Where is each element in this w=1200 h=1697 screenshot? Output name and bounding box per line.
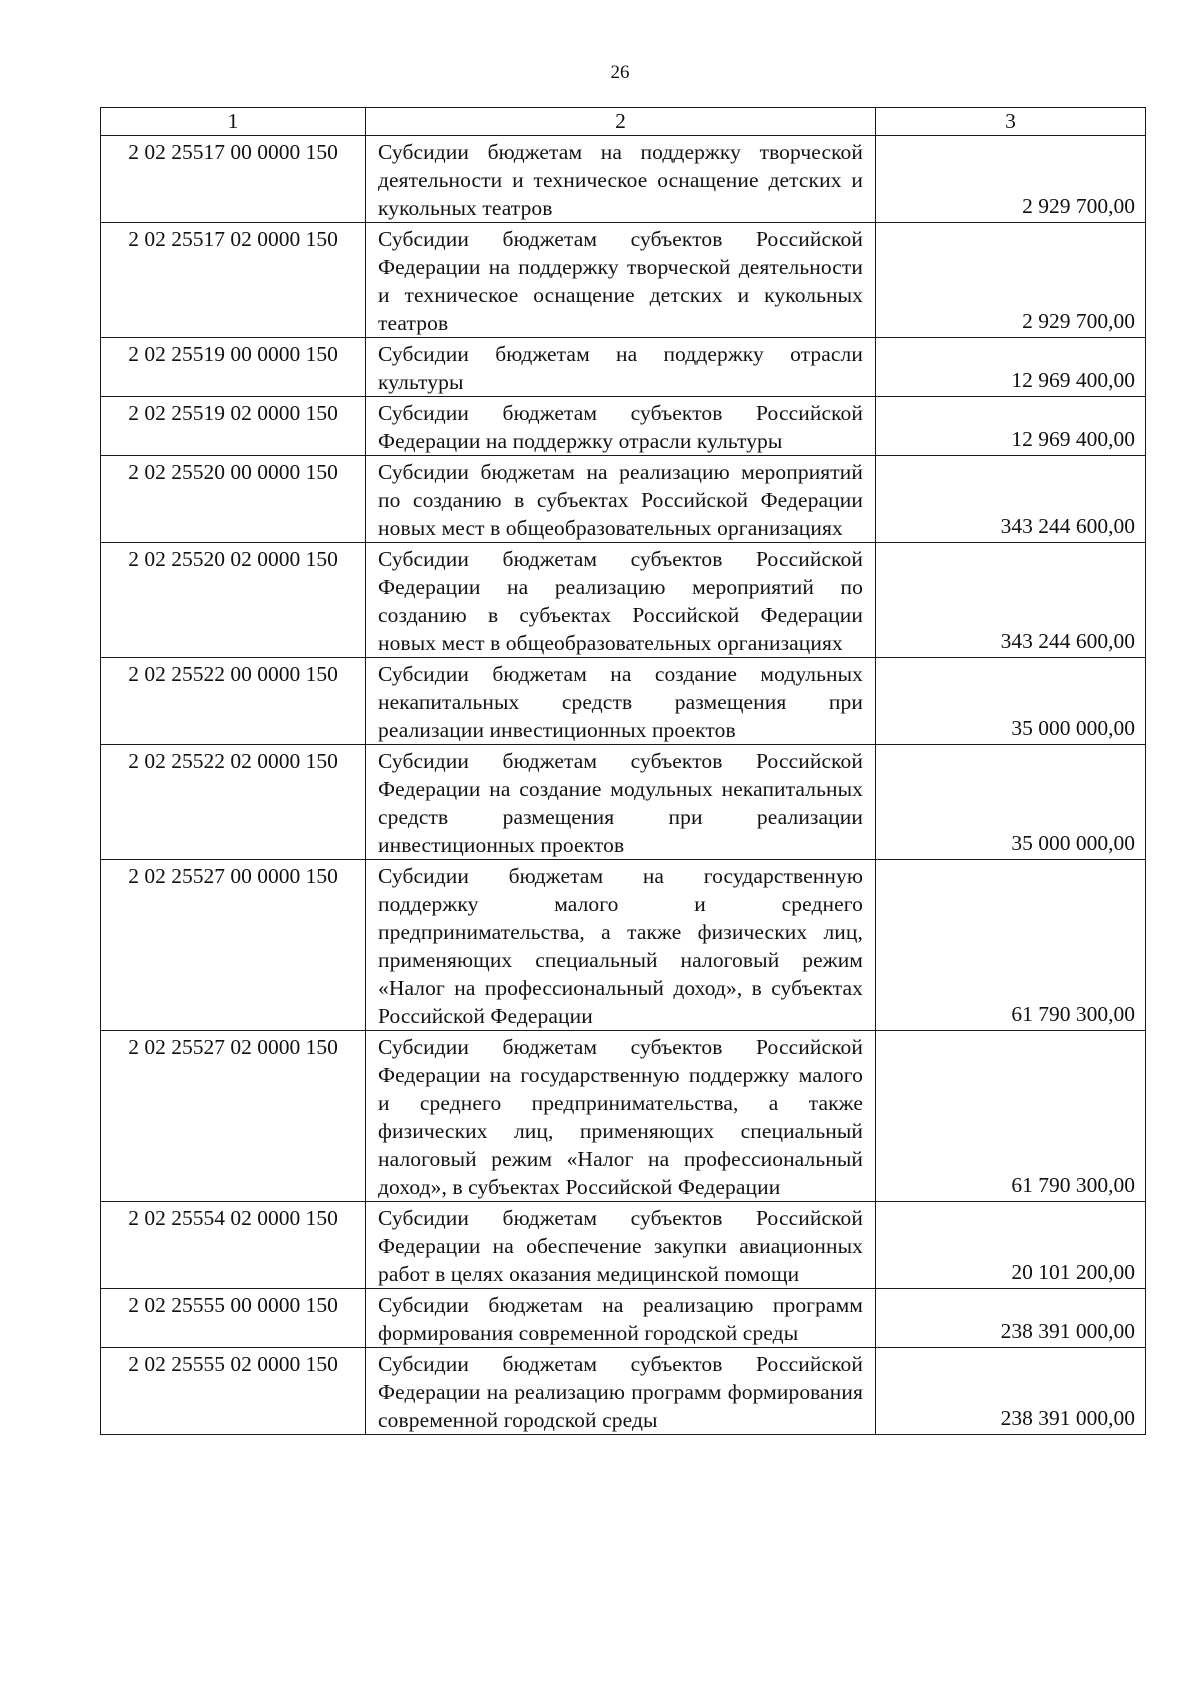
description-cell: Субсидии бюджетам на поддержку творческой деятельности и техническое оснащение детских и кукольных театров bbox=[366, 136, 876, 223]
description-cell: Субсидии бюджетам на реализацию программ формирования современной городской среды bbox=[366, 1289, 876, 1348]
amount-cell: 35 000 000,00 bbox=[876, 745, 1146, 860]
table-row bbox=[101, 136, 1146, 223]
amount-cell: 12 969 400,00 bbox=[876, 338, 1146, 397]
amount-cell: 238 391 000,00 bbox=[876, 1289, 1146, 1348]
table-row bbox=[101, 456, 1146, 543]
description-cell: Субсидии бюджетам на создание модульных некапитальных средств размещения при реализации инвестиционных проектов bbox=[366, 658, 876, 745]
table-row bbox=[101, 1348, 1146, 1435]
table-row bbox=[101, 338, 1146, 397]
amount-cell: 20 101 200,00 bbox=[876, 1202, 1146, 1289]
amount-cell: 343 244 600,00 bbox=[876, 543, 1146, 658]
amount-cell: 238 391 000,00 bbox=[876, 1348, 1146, 1435]
code-cell: 2 02 25527 00 0000 150 bbox=[101, 860, 366, 1031]
code-cell: 2 02 25520 02 0000 150 bbox=[101, 543, 366, 658]
code-cell: 2 02 25527 02 0000 150 bbox=[101, 1031, 366, 1202]
amount-cell: 35 000 000,00 bbox=[876, 658, 1146, 745]
description-cell: Субсидии бюджетам субъектов Российской Федерации на государственную поддержку малого и среднего предпринимательства, а также физических лиц, применяющих специальный налоговый режим «Налог на профессиональный доход», в субъектах Российской Федерации bbox=[366, 1031, 876, 1202]
column-header-3: 3 bbox=[876, 108, 1146, 136]
table-row bbox=[101, 745, 1146, 860]
amount-cell: 61 790 300,00 bbox=[876, 1031, 1146, 1202]
table-row bbox=[101, 658, 1146, 745]
code-cell: 2 02 25517 02 0000 150 bbox=[101, 223, 366, 338]
table-row bbox=[101, 1202, 1146, 1289]
column-header-2: 2 bbox=[366, 108, 876, 136]
description-cell: Субсидии бюджетам субъектов Российской Федерации на реализацию программ формирования современной городской среды bbox=[366, 1348, 876, 1435]
budget-table bbox=[100, 107, 1146, 1435]
description-cell: Субсидии бюджетам субъектов Российской Федерации на поддержку творческой деятельности и техническое оснащение детских и кукольных театров bbox=[366, 223, 876, 338]
code-cell: 2 02 25520 00 0000 150 bbox=[101, 456, 366, 543]
description-cell: Субсидии бюджетам субъектов Российской Федерации на поддержку отрасли культуры bbox=[366, 397, 876, 456]
amount-cell: 2 929 700,00 bbox=[876, 223, 1146, 338]
table-row bbox=[101, 1031, 1146, 1202]
amount-cell: 343 244 600,00 bbox=[876, 456, 1146, 543]
description-cell: Субсидии бюджетам субъектов Российской Федерации на реализацию мероприятий по созданию в субъектах Российской Федерации новых мест в общеобразовательных организациях bbox=[366, 543, 876, 658]
code-cell: 2 02 25555 00 0000 150 bbox=[101, 1289, 366, 1348]
amount-cell: 2 929 700,00 bbox=[876, 136, 1146, 223]
table-header-row bbox=[101, 108, 1146, 136]
amount-cell: 12 969 400,00 bbox=[876, 397, 1146, 456]
table-row bbox=[101, 223, 1146, 338]
page-number: 26 bbox=[610, 62, 630, 83]
amount-cell: 61 790 300,00 bbox=[876, 860, 1146, 1031]
code-cell: 2 02 25554 02 0000 150 bbox=[101, 1202, 366, 1289]
code-cell: 2 02 25522 02 0000 150 bbox=[101, 745, 366, 860]
code-cell: 2 02 25519 00 0000 150 bbox=[101, 338, 366, 397]
description-cell: Субсидии бюджетам на реализацию мероприятий по созданию в субъектах Российской Федерации новых мест в общеобразовательных организациях bbox=[366, 456, 876, 543]
code-cell: 2 02 25517 00 0000 150 bbox=[101, 136, 366, 223]
description-cell: Субсидии бюджетам субъектов Российской Федерации на обеспечение закупки авиационных работ в целях оказания медицинской помощи bbox=[366, 1202, 876, 1289]
code-cell: 2 02 25519 02 0000 150 bbox=[101, 397, 366, 456]
table-row bbox=[101, 397, 1146, 456]
description-cell: Субсидии бюджетам субъектов Российской Федерации на создание модульных некапитальных средств размещения при реализации инвестиционных проектов bbox=[366, 745, 876, 860]
description-cell: Субсидии бюджетам на государственную поддержку малого и среднего предпринимательства, а также физических лиц, применяющих специальный налоговый режим «Налог на профессиональный доход», в субъектах Российской Федерации bbox=[366, 860, 876, 1031]
code-cell: 2 02 25522 00 0000 150 bbox=[101, 658, 366, 745]
table-row bbox=[101, 1289, 1146, 1348]
description-cell: Субсидии бюджетам на поддержку отрасли культуры bbox=[366, 338, 876, 397]
code-cell: 2 02 25555 02 0000 150 bbox=[101, 1348, 366, 1435]
table-row bbox=[101, 860, 1146, 1031]
column-header-1: 1 bbox=[101, 108, 366, 136]
table-row bbox=[101, 543, 1146, 658]
